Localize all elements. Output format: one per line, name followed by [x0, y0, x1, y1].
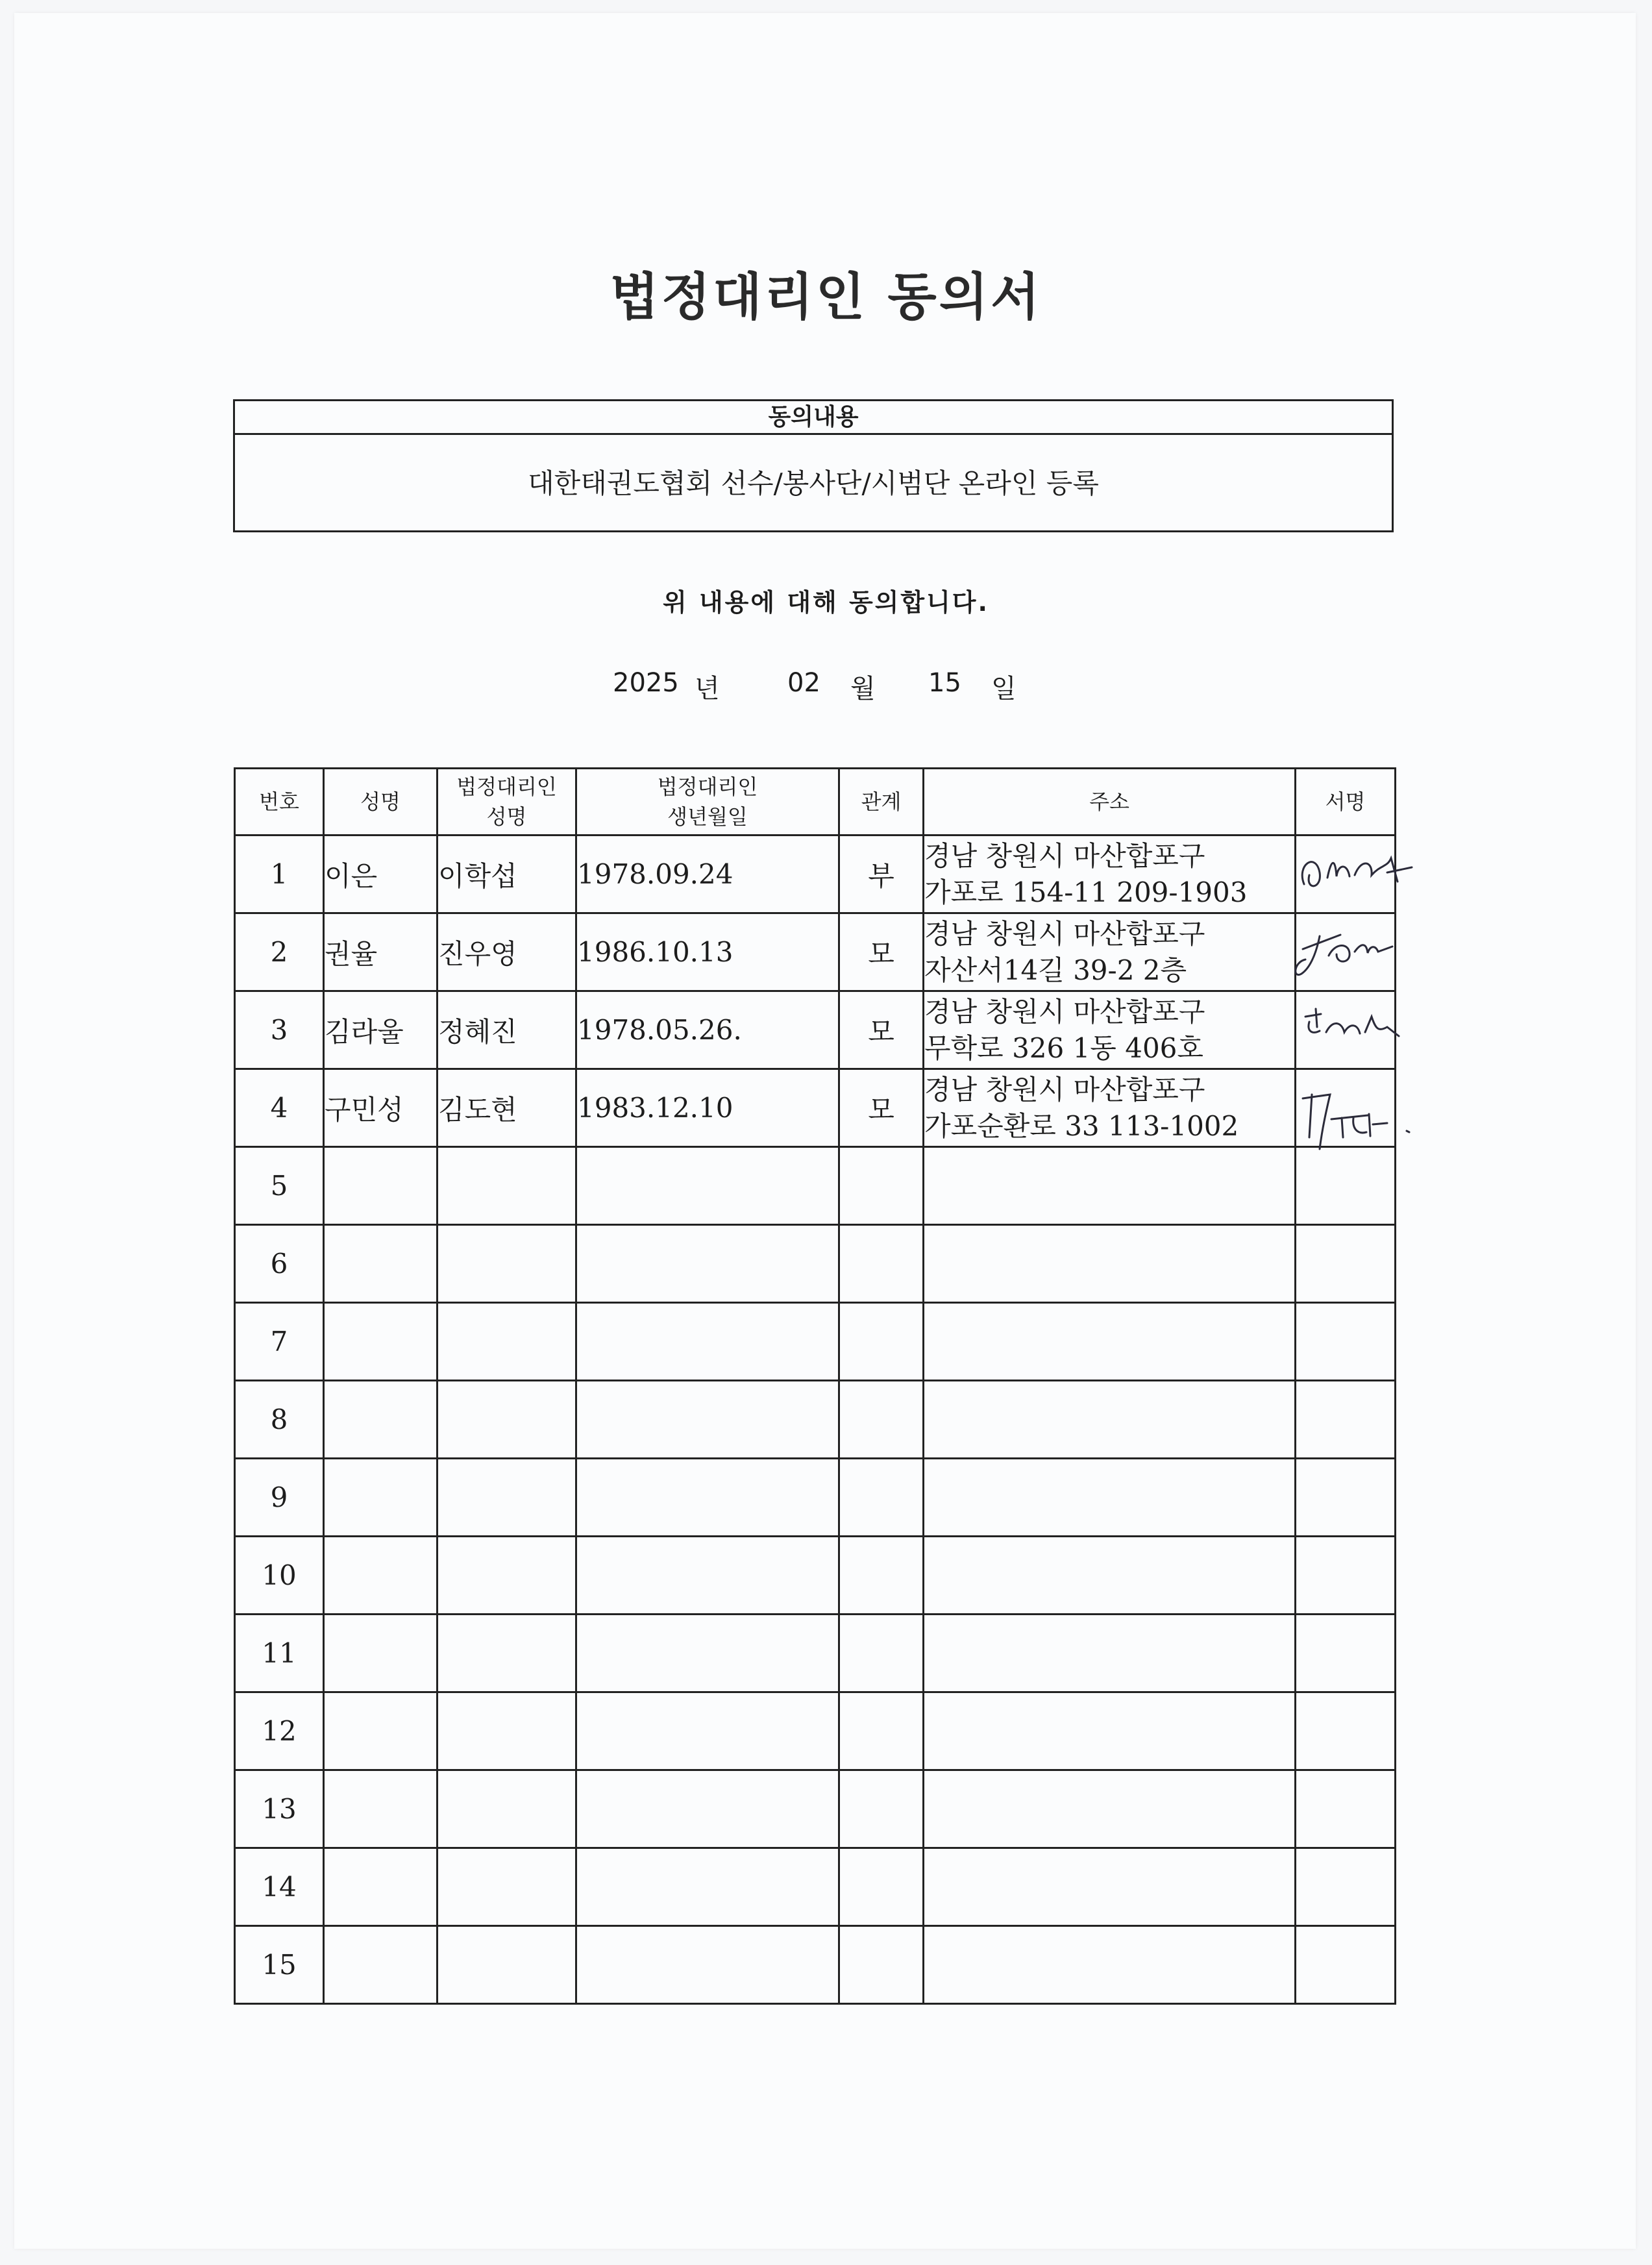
- row-name: [324, 1615, 438, 1692]
- row-no: 12: [235, 1692, 324, 1770]
- row-name: [324, 1147, 438, 1225]
- row-guardian-birth: [576, 1537, 839, 1615]
- row-guardian-name: [438, 1537, 576, 1615]
- row-name: 김라울: [324, 991, 438, 1069]
- consent-header: 동의내용: [235, 401, 1392, 435]
- row-guardian-name: 정혜진: [438, 991, 576, 1069]
- row-address: [924, 1770, 1296, 1848]
- header-signature: 서명: [1296, 769, 1396, 835]
- row-guardian-birth: [576, 1615, 839, 1692]
- row-name: 구민성: [324, 1069, 438, 1147]
- consent-text: 대한태권도협회 선수/봉사단/시범단 온라인 등록: [528, 467, 1099, 499]
- row-guardian-birth: [576, 1926, 839, 2004]
- row-signature: [1296, 1147, 1396, 1225]
- row-address: [924, 1069, 1296, 1147]
- row-name: [324, 1225, 438, 1303]
- row-address: [924, 913, 1296, 991]
- table-row: [235, 1615, 1396, 1692]
- date-month-unit: 월: [850, 674, 876, 704]
- row-signature: [1296, 1069, 1396, 1147]
- row-signature: [1296, 991, 1396, 1069]
- table-row: [235, 1225, 1396, 1303]
- row-name: [324, 1381, 438, 1459]
- date-day-unit: 일: [991, 674, 1017, 704]
- row-guardian-name: [438, 1615, 576, 1692]
- row-address: [924, 1459, 1296, 1537]
- row-no: 5: [235, 1147, 324, 1225]
- row-signature: [1296, 1770, 1396, 1848]
- row-relation: [839, 1848, 924, 1926]
- row-address-line2: 가포순환로 33 113-1002: [924, 1109, 1239, 1142]
- signature-stroke: [1296, 936, 1320, 975]
- row-name: [324, 1303, 438, 1381]
- row-name: [324, 1926, 438, 2004]
- document-title: 법정대리인 동의서: [610, 268, 1042, 327]
- signature-stroke: [1365, 1017, 1399, 1036]
- row-no: 1: [235, 835, 324, 913]
- row-relation: [839, 1692, 924, 1770]
- consent-box: [233, 399, 1394, 532]
- guardian-table: [234, 767, 1396, 2005]
- row-guardian-name: [438, 1303, 576, 1381]
- table-row: [235, 1692, 1396, 1770]
- table-row: [235, 913, 1396, 991]
- row-signature: [1296, 1303, 1396, 1381]
- row-address-line2: 가포로 154-11 209-1903: [924, 876, 1248, 908]
- row-address: [924, 991, 1296, 1069]
- row-no: 2: [235, 913, 324, 991]
- agree-statement: 위 내용에 대해 동의합니다.: [663, 588, 989, 617]
- row-no: 7: [235, 1303, 324, 1381]
- signature-stroke: [1303, 1095, 1330, 1149]
- row-relation: [839, 1303, 924, 1381]
- date-month: 02: [787, 668, 820, 698]
- row-address: [924, 835, 1296, 913]
- signature-stroke: [1316, 1009, 1317, 1027]
- row-address: [924, 1926, 1296, 2004]
- row-name: [324, 1537, 438, 1615]
- row-address: [924, 1381, 1296, 1459]
- signature-stroke: [1326, 1023, 1360, 1033]
- row-guardian-birth: [576, 1770, 839, 1848]
- row-no: 6: [235, 1225, 324, 1303]
- row-guardian-birth: [576, 1225, 839, 1303]
- date-line: [0, 668, 1652, 704]
- row-address-line2: 무학로 326 1동 406호: [924, 1032, 1203, 1064]
- row-no: 8: [235, 1381, 324, 1459]
- table-row: [235, 1381, 1396, 1459]
- row-guardian-name: [438, 1926, 576, 2004]
- row-no: 14: [235, 1848, 324, 1926]
- row-relation: [839, 1770, 924, 1848]
- row-no: 3: [235, 991, 324, 1069]
- table-row: [235, 1147, 1396, 1225]
- signature-stroke: [1302, 862, 1320, 886]
- row-no: 15: [235, 1926, 324, 2004]
- row-signature: [1296, 913, 1396, 991]
- signature-stroke: [1407, 1131, 1409, 1132]
- handwritten-signature: [1290, 917, 1420, 995]
- table-row: [235, 1537, 1396, 1615]
- header-guardian-name-line2: 성명: [486, 804, 527, 829]
- row-name: [324, 1848, 438, 1926]
- row-relation: [839, 1381, 924, 1459]
- table-row: [235, 1770, 1396, 1848]
- row-address: [924, 1147, 1296, 1225]
- header-guardian-birth-line2: 생년월일: [667, 804, 748, 829]
- row-relation: [839, 1537, 924, 1615]
- table-row: [235, 1848, 1396, 1926]
- row-no: 11: [235, 1615, 324, 1692]
- header-address: 주소: [924, 769, 1296, 835]
- row-relation: [839, 1225, 924, 1303]
- row-guardian-birth: [576, 1692, 839, 1770]
- header-guardian-name-line1: 법정대리인: [456, 774, 557, 799]
- row-guardian-birth: [576, 1147, 839, 1225]
- table-row: [235, 991, 1396, 1069]
- header-guardian-birth: [576, 769, 839, 835]
- row-guardian-name: [438, 1459, 576, 1537]
- row-signature: [1296, 1926, 1396, 2004]
- row-relation: 모: [839, 991, 924, 1069]
- signature-stroke: [1355, 858, 1398, 882]
- row-address: [924, 1692, 1296, 1770]
- row-guardian-birth: [576, 1848, 839, 1926]
- row-address-line1: 경남 창원시 마산합포구: [924, 839, 1205, 872]
- row-guardian-name: [438, 1381, 576, 1459]
- row-guardian-name: [438, 1692, 576, 1770]
- header-relation: 관계: [839, 769, 924, 835]
- row-guardian-name: [438, 1770, 576, 1848]
- row-guardian-name: [438, 1225, 576, 1303]
- handwritten-signature: [1290, 995, 1420, 1072]
- row-no: 10: [235, 1537, 324, 1615]
- table-row: [235, 1069, 1396, 1147]
- row-guardian-name: [438, 1147, 576, 1225]
- row-guardian-birth: 1978.05.26.: [576, 991, 839, 1069]
- row-guardian-birth: [576, 1459, 839, 1537]
- row-signature: [1296, 1692, 1396, 1770]
- row-name: [324, 1692, 438, 1770]
- signature-stroke: [1327, 863, 1350, 878]
- date-year: 2025: [613, 668, 679, 698]
- row-signature: [1296, 1381, 1396, 1459]
- date-day: 15: [928, 668, 961, 698]
- header-no: 번호: [235, 769, 324, 835]
- signature-stroke: [1305, 1014, 1321, 1032]
- row-name: 권율: [324, 913, 438, 991]
- row-guardian-name: 진우영: [438, 913, 576, 991]
- signature-stroke: [1355, 945, 1392, 953]
- row-name: [324, 1459, 438, 1537]
- row-relation: [839, 1926, 924, 2004]
- row-signature: [1296, 1225, 1396, 1303]
- header-name: 성명: [324, 769, 438, 835]
- signature-stroke: [1369, 1114, 1387, 1136]
- date-year-unit: 년: [695, 674, 720, 704]
- row-relation: [839, 1459, 924, 1537]
- row-relation: [839, 1615, 924, 1692]
- row-signature: [1296, 1459, 1396, 1537]
- row-guardian-name: 김도현: [438, 1069, 576, 1147]
- row-address-line1: 경남 창원시 마산합포구: [924, 995, 1205, 1028]
- table-row: [235, 835, 1396, 913]
- row-signature: [1296, 1615, 1396, 1692]
- row-address-line1: 경남 창원시 마산합포구: [924, 917, 1205, 950]
- table-header-row: [235, 769, 1396, 835]
- row-guardian-birth: [576, 1303, 839, 1381]
- row-signature: [1296, 835, 1396, 913]
- handwritten-signature: [1290, 839, 1420, 917]
- row-address: [924, 1537, 1296, 1615]
- signature-stroke: [1387, 867, 1412, 873]
- row-relation: 부: [839, 835, 924, 913]
- handwritten-signature: [1290, 1072, 1420, 1150]
- row-address: [924, 1848, 1296, 1926]
- row-guardian-birth: 1978.09.24: [576, 835, 839, 913]
- row-address: [924, 1225, 1296, 1303]
- row-relation: 모: [839, 913, 924, 991]
- row-name: [324, 1770, 438, 1848]
- row-address: [924, 1303, 1296, 1381]
- row-address-line2: 자산서14길 39-2 2층: [924, 954, 1187, 986]
- table-row: [235, 1459, 1396, 1537]
- row-guardian-birth: [576, 1381, 839, 1459]
- table-row: [235, 1926, 1396, 2004]
- row-no: 9: [235, 1459, 324, 1537]
- row-relation: [839, 1147, 924, 1225]
- row-guardian-birth: 1983.12.10: [576, 1069, 839, 1147]
- row-guardian-name: [438, 1848, 576, 1926]
- header-guardian-birth-line1: 법정대리인: [657, 774, 758, 799]
- row-no: 13: [235, 1770, 324, 1848]
- row-guardian-birth: 1986.10.13: [576, 913, 839, 991]
- row-address: [924, 1615, 1296, 1692]
- header-guardian-name: [438, 769, 576, 835]
- row-name: 이은: [324, 835, 438, 913]
- row-no: 4: [235, 1069, 324, 1147]
- row-signature: [1296, 1848, 1396, 1926]
- signature-stroke: [1309, 1095, 1312, 1137]
- table-row: [235, 1303, 1396, 1381]
- signature-stroke: [1329, 945, 1350, 961]
- row-relation: 모: [839, 1069, 924, 1147]
- signature-stroke: [1331, 1115, 1368, 1137]
- row-signature: [1296, 1537, 1396, 1615]
- row-guardian-name: 이학섭: [438, 835, 576, 913]
- row-address-line1: 경남 창원시 마산합포구: [924, 1073, 1205, 1106]
